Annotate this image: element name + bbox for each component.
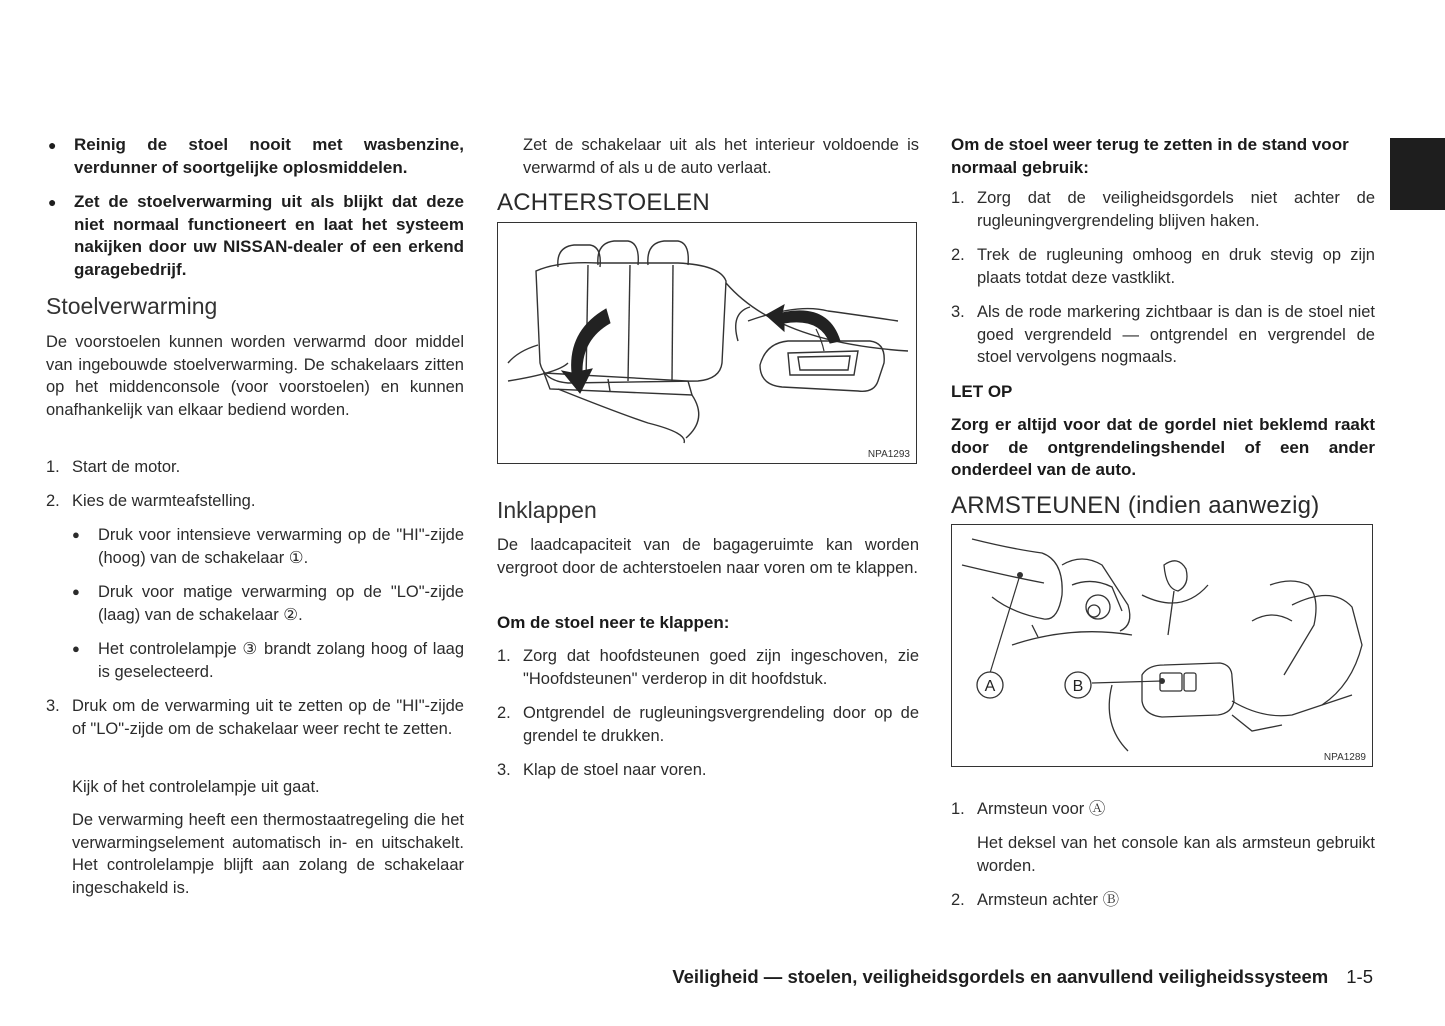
subheading-restore-seat: Om de stoel weer terug te zetten in de stand voor normaal gebruik: [951,135,1349,177]
label-b: B [1072,678,1084,695]
step-number: 2. [951,891,965,909]
subheading-fold-down: Om de stoel neer te klappen: [497,613,730,632]
step-text: Kies de warmteafstelling. [72,492,256,510]
section-achterstoelen: ACHTERSTOELEN [497,189,710,216]
step-text: Klap de stoel naar voren. [523,761,707,779]
step-number: 1. [46,458,60,476]
step-number: 1. [497,647,511,665]
step-number: 3. [951,303,965,321]
step-number: 2. [46,492,60,510]
warning-bullet-1: ● Reinig de stoel nooit met wasbenzine, verdunner of soortgelijke oplosmiddelen. [46,134,464,179]
fold-step-2 [497,702,919,747]
step-text: Druk om de verwarming uit te zetten op de "HI"-zijde of "LO"-zijde om de schakelaar weer recht te zetten. [72,697,464,738]
rear-seat-illustration [498,223,916,463]
let-op-title: LET OP [951,382,1013,401]
figure-armrests [951,524,1373,767]
footer-title: Veiligheid — stoelen, veiligheidsgordels en aanvullend veiligheidssysteem [672,966,1329,987]
let-op-text: Zorg er altijd voor dat de gordel niet beklemd raakt door de ontgrendelingshendel of een ander onderdeel van de auto. [951,415,1375,479]
sub-bullet-lo: ● Druk voor matige verwarming op de "LO"-zijde (laag) van de schakelaar ②. [72,581,464,626]
switch-off-text: Zet de schakelaar uit als het interieur voldoende is verwarmd of als u de auto verlaat. [523,136,919,177]
step-1 [46,456,464,479]
step-text: Ontgrendel de rugleuningsvergrendeling door op de grendel te drukken. [523,704,919,745]
step-text: Zorg dat de veiligheidsgordels niet achter de rugleuningvergrendeling blijven haken. [977,189,1375,230]
heading-inklappen: Inklappen [497,497,597,523]
step-3 [46,695,464,740]
step-2 [46,490,464,513]
intro-paragraph: De voorstoelen kunnen worden verwarmd door middel van ingebouwde stoelverwarming. De schakelaars zitten op het middenconsole (voor voorstoelen) en kunnen onafhankelijk van elkaar bediend worden. [46,333,464,419]
inklappen-intro: De laadcapaciteit van de bagageruimte kan worden vergroot door de achterstoelen naar voren om te klappen. [497,536,919,577]
chapter-tab-marker [1390,138,1445,210]
step-number: 1. [951,800,965,818]
warning-bullet-2: ● Zet de stoelverwarming uit als blijkt dat deze niet normaal functioneert en laat het systeem nakijken door uw NISSAN-dealer of een erkend garagebedrijf. [46,191,464,281]
armrest-item-1 [951,798,1375,821]
sub-bullet-hi: ● Druk voor intensieve verwarming op de "HI"-zijde (hoog) van de schakelaar ①. [72,524,464,569]
fold-step-1 [497,645,919,690]
step-text: Start de motor. [72,458,181,476]
step-number: 1. [951,189,965,207]
section-armsteunen: ARMSTEUNEN (indien aanwezig) [951,492,1320,519]
step-text: Als de rode markering zichtbaar is dan is de stoel niet goed vergrendeld — ontgrendel en vergrendel de stoel vervolgens nogmaals. [977,303,1375,366]
step-number: 3. [497,761,511,779]
heading-stoelverwarming: Stoelverwarming [46,293,218,319]
sub-bullet-indicator: ● Het controlelampje ③ brandt zolang hoog of laag is geselecteerd. [72,638,464,683]
restore-step-2 [951,244,1375,289]
step-text: Armsteun achter Ⓑ [977,891,1120,909]
label-a: A [984,678,996,695]
step-number: 3. [46,697,60,715]
figure-code: NPA1293 [867,449,910,460]
figure-code: NPA1289 [1323,752,1366,763]
step-number: 2. [497,704,511,722]
note-thermostat: De verwarming heeft een thermostaatregeling die het verwarmingselement automatisch in- en uitschakelt. Het controlelampje blijft aan zolang de schakelaar ingeschakeld is. [72,811,464,897]
armrest-item-1-desc: Het deksel van het console kan als armsteun gebruikt worden. [977,834,1375,875]
restore-step-3 [951,301,1375,369]
restore-step-1 [951,187,1375,232]
step-text: Zorg dat hoofdsteunen goed zijn ingeschoven, zie "Hoofdsteunen" verderop in dit hoofdstuk. [523,647,919,688]
figure-rear-seat-fold [497,222,917,464]
step-text: Armsteun voor Ⓐ [977,800,1106,818]
fold-step-3 [497,759,919,782]
note-indicator: Kijk of het controlelampje uit gaat. [72,778,320,796]
armrest-illustration [952,525,1372,766]
page-number: 1-5 [1346,966,1373,987]
armrest-item-2 [951,889,1375,912]
step-text: Trek de rugleuning omhoog en druk stevig op zijn plaats totdat deze vastklikt. [977,246,1375,287]
page-footer [600,966,1373,988]
step-number: 2. [951,246,965,264]
